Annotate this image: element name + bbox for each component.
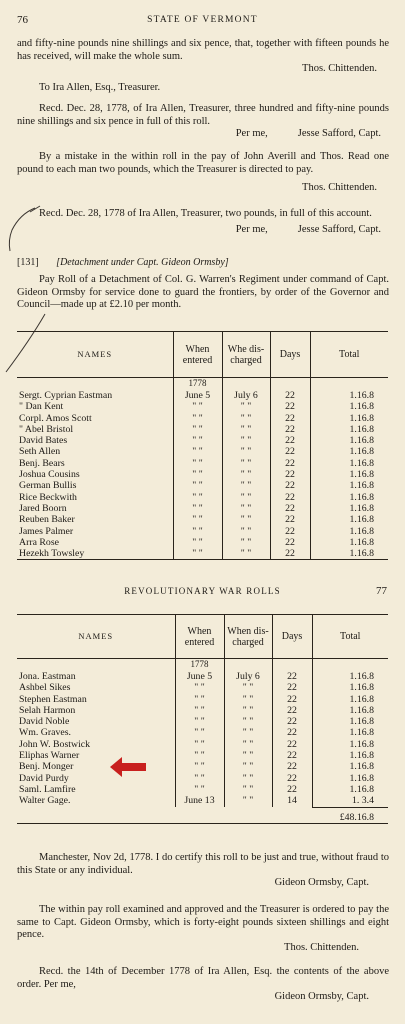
table-row [17,435,388,446]
table-row [17,492,388,503]
cell-days: 22 [270,401,310,412]
cell-total: 1.16.8 [349,401,374,413]
cell-total: 1.16.8 [349,738,374,750]
cell-discharged: " " [222,537,270,548]
cell-days: 22 [270,548,310,560]
cell-total: 1. 3.4 [351,795,374,807]
paragraph: Pay Roll of a Detachment of Col. G. Warren's Regiment under command of Capt. Gideon Ormsby for service done to guard the frontiers, by order of the Governor and Council—made up at £2.10 per month. [17,274,389,311]
page-header [0,585,405,601]
cell-total: 1.16.8 [349,514,374,526]
cell-entered: " " [175,761,224,772]
cell-entered: " " [175,716,224,727]
col-header-total: Total [310,332,388,378]
cell-days: 22 [272,750,312,761]
total-row [17,807,388,824]
table-row [17,705,388,716]
cell-name: Ashbel Sikes [17,682,175,693]
cell-discharged: July 6 [224,671,272,682]
cell-total: 1.16.8 [349,750,374,762]
cell-name: Eliphas Warner [17,750,175,761]
cell-entered: " " [173,526,222,537]
cell-days: 22 [272,716,312,727]
paragraph: To Ira Allen, Esq., Treasurer. [39,81,161,93]
per-me: Per me, [235,128,268,140]
cell-name: Jared Boorn [17,503,173,514]
cell-name: Jona. Eastman [17,671,175,682]
cell-name: Arra Rose [17,537,173,548]
cell-entered: " " [173,458,222,469]
cell-name: Selah Harmon [17,705,175,716]
cell-entered: " " [173,446,222,457]
cell-entered: " " [173,503,222,514]
table-row [17,537,388,548]
cell-discharged: " " [224,716,272,727]
cell-discharged: " " [224,795,272,807]
pay-roll-table-2 [17,614,388,824]
table-row [17,413,388,424]
cell-entered: " " [173,401,222,412]
cell-name: " Dan Kent [17,401,173,412]
cell-discharged: " " [222,446,270,457]
paragraph: Recd. the 14th of December 1778 of Ira Allen, Esq. the contents of the above order. Per me, [17,966,389,990]
cell-entered: " " [173,435,222,446]
cell-entered: " " [175,682,224,693]
cell-name: John W. Bostwick [17,739,175,750]
cell-name: Hezekh Towsley [17,548,173,560]
cell-discharged: " " [222,492,270,503]
cell-discharged: " " [222,514,270,525]
page-number: 77 [376,585,387,597]
table-row [17,761,388,772]
cell-days: 22 [270,446,310,457]
cell-discharged: " " [224,761,272,772]
signature: Thos. Chittenden. [302,182,377,194]
cell-discharged: " " [222,435,270,446]
closing-block-2 [17,904,389,954]
paragraph: Recd. Dec. 28, 1778, of Ira Allen, Treasurer, three hundred and fifty-nine pounds nine shillings and six pence in full of this roll. [17,103,389,127]
table-row [17,424,388,435]
cell-total: 1.16.8 [349,704,374,716]
table-row [17,514,388,525]
cell-days: 22 [272,671,312,682]
signature: Jesse Safford, Capt. [297,223,381,235]
cell-total: 1.16.8 [349,491,374,503]
cell-entered: " " [173,413,222,424]
table-row [17,795,388,807]
cell-discharged: " " [222,503,270,514]
section-caption: [Detachment under Capt. Gideon Ormsby] [56,257,229,268]
cell-name: Corpl. Amos Scott [17,413,173,424]
cell-days: 22 [270,390,310,401]
cell-days: 22 [270,514,310,525]
cell-name: David Noble [17,716,175,727]
cell-name: Rice Beckwith [17,492,173,503]
cell-discharged: " " [222,413,270,424]
page-number: 76 [17,14,28,26]
table-row [17,390,388,401]
text-block-5 [17,274,389,312]
table-row [17,682,388,693]
cell-days: 22 [270,503,310,514]
page-header [0,14,405,30]
col-header-discharged: Whe dis- charged [222,332,270,378]
table-row [17,773,388,784]
cell-discharged: " " [224,750,272,761]
cell-name: German Bullis [17,480,173,491]
cell-discharged: " " [224,727,272,738]
cell-discharged: " " [224,773,272,784]
text-block-3 [17,151,389,195]
closing-block-3 [17,966,389,1004]
cell-name: Benj. Monger [17,761,175,772]
cell-total: 1.16.8 [349,693,374,705]
table-row [17,694,388,705]
cell-name: David Bates [17,435,173,446]
col-header-names: NAMES [17,615,175,659]
cell-entered: " " [175,705,224,716]
table-row [17,480,388,491]
cell-entered: " " [175,750,224,761]
cell-total: 1.16.8 [349,682,374,694]
cell-name: Joshua Cousins [17,469,173,480]
cell-entered: " " [173,480,222,491]
cell-name: Sergt. Cyprian Eastman [17,390,173,401]
page-title: STATE OF VERMONT [147,15,258,25]
cell-total: 1.16.8 [349,671,374,682]
signature: Thos. Chittenden. [284,941,359,953]
cell-entered: June 5 [175,671,224,682]
red-arrow-icon [110,757,148,777]
pay-roll-table-1 [17,331,388,560]
cell-entered: June 5 [173,390,222,401]
table-row [17,716,388,727]
col-header-entered: When entered [173,332,222,378]
text-block-4 [17,208,389,236]
cell-discharged: " " [222,526,270,537]
cell-discharged: " " [222,548,270,560]
cell-days: 22 [270,537,310,548]
cell-entered: " " [173,424,222,435]
table-row [17,503,388,514]
text-block-2 [17,103,389,141]
cell-total: 1.16.8 [349,783,374,795]
cell-discharged: " " [222,458,270,469]
paragraph: By a mistake in the within roll in the pay of John Averill and Thos. Read one pound to each man two pounds, which the Treasurer is directed to pay. [17,151,389,175]
cell-days: 22 [270,424,310,435]
table-row [17,548,388,560]
cell-name: Saml. Lamfire [17,784,175,795]
signature: Jesse Safford, Capt. [297,128,381,140]
cell-discharged: " " [224,682,272,693]
cell-days: 22 [272,727,312,738]
cell-entered: " " [175,739,224,750]
page-title: REVOLUTIONARY WAR ROLLS [124,586,281,596]
cell-entered: " " [173,514,222,525]
cell-total: 1.16.8 [349,412,374,424]
cell-entered: June 13 [175,795,224,807]
cell-days: 22 [270,526,310,537]
cell-total: 1.16.8 [349,423,374,435]
cell-entered: " " [173,548,222,560]
cell-days: 22 [272,773,312,784]
cell-total: 1.16.8 [349,469,374,481]
col-header-names: NAMES [17,332,173,378]
cell-days: 14 [272,795,312,807]
cell-total: 1.16.8 [349,435,374,447]
pencil-mark-icon [0,196,60,256]
cell-name: Benj. Bears [17,458,173,469]
signature: Gideon Ormsby, Capt. [274,877,369,889]
table-row [17,784,388,795]
cell-name: Walter Gage. [17,795,175,807]
cell-days: 22 [272,761,312,772]
table-row [17,401,388,412]
cell-entered: " " [175,727,224,738]
paragraph: Recd. Dec. 28, 1778 of Ira Allen, Treasurer, two pounds, in full of this account. [39,208,372,219]
year-label: 1778 [173,378,222,391]
cell-total: 1.16.8 [349,502,374,514]
cell-days: 22 [272,784,312,795]
col-header-total: Total [312,615,388,659]
cell-days: 22 [270,480,310,491]
cell-discharged: " " [222,469,270,480]
cell-name: James Palmer [17,526,173,537]
col-header-days: Days [270,332,310,378]
cell-name: Reuben Baker [17,514,173,525]
cell-name: David Purdy [17,773,175,784]
cell-total: 1.16.8 [349,727,374,739]
paragraph: and fifty-nine pounds nine shillings and six pence, that, together with fifteen pounds he has received, will make the whole sum. [17,38,389,62]
cell-discharged: July 6 [222,390,270,401]
text-block-1 [17,38,389,94]
closing-block-1 [17,852,389,890]
cell-total: 1.16.8 [349,716,374,728]
per-me: Per me, [235,223,268,235]
cell-days: 22 [270,413,310,424]
cell-discharged: " " [222,480,270,491]
cell-discharged: " " [224,694,272,705]
col-header-entered: When entered [175,615,224,659]
cell-days: 22 [270,458,310,469]
cell-total: 1.16.8 [349,525,374,537]
ref-number: [131] [17,257,39,268]
signature: Gideon Ormsby, Capt. [274,991,369,1003]
cell-entered: " " [173,537,222,548]
table-row [17,750,388,761]
cell-total: 1.16.8 [349,480,374,492]
table-row [17,727,388,738]
cell-total: 1.16.8 [349,446,374,458]
col-header-days: Days [272,615,312,659]
cell-total: 1.16.8 [310,548,388,560]
year-label: 1778 [175,659,224,672]
cell-days: 22 [270,435,310,446]
cell-discharged: " " [224,739,272,750]
cell-days: 22 [270,492,310,503]
cell-days: 22 [272,739,312,750]
cell-name: Seth Allen [17,446,173,457]
cell-total: 1.16.8 [349,457,374,469]
paragraph: Manchester, Nov 2d, 1778. I do certify this roll to be just and true, without fraud to this State or any individual. [17,852,389,876]
table-row [17,739,388,750]
table-row [17,526,388,537]
cell-days: 22 [272,682,312,693]
paragraph: The within pay roll examined and approved and the Treasurer is ordered to pay the same to Capt. Gideon Ormsby, which is forty-eight pounds sixteen shillings and eight pence. [17,904,389,941]
cell-entered: " " [175,694,224,705]
section-heading [17,257,389,270]
table-row [17,469,388,480]
cell-total: 1.16.8 [349,761,374,773]
cell-entered: " " [173,492,222,503]
table-row [17,458,388,469]
signature: Thos. Chittenden. [302,63,377,75]
cell-total: 1.16.8 [349,536,374,548]
cell-total: 1.16.8 [349,390,374,401]
cell-days: 22 [272,694,312,705]
cell-name: Wm. Graves. [17,727,175,738]
cell-discharged: " " [224,784,272,795]
cell-discharged: " " [222,424,270,435]
grand-total: £48.16.8 [312,807,388,824]
cell-entered: " " [175,784,224,795]
cell-discharged: " " [222,401,270,412]
cell-name: " Abel Bristol [17,424,173,435]
cell-discharged: " " [224,705,272,716]
cell-name: Stephen Eastman [17,694,175,705]
cell-total: 1.16.8 [349,772,374,784]
cell-entered: " " [173,469,222,480]
cell-days: 22 [272,705,312,716]
cell-days: 22 [270,469,310,480]
col-header-discharged: When dis- charged [224,615,272,659]
table-row [17,671,388,682]
cell-entered: " " [175,773,224,784]
table-row [17,446,388,457]
